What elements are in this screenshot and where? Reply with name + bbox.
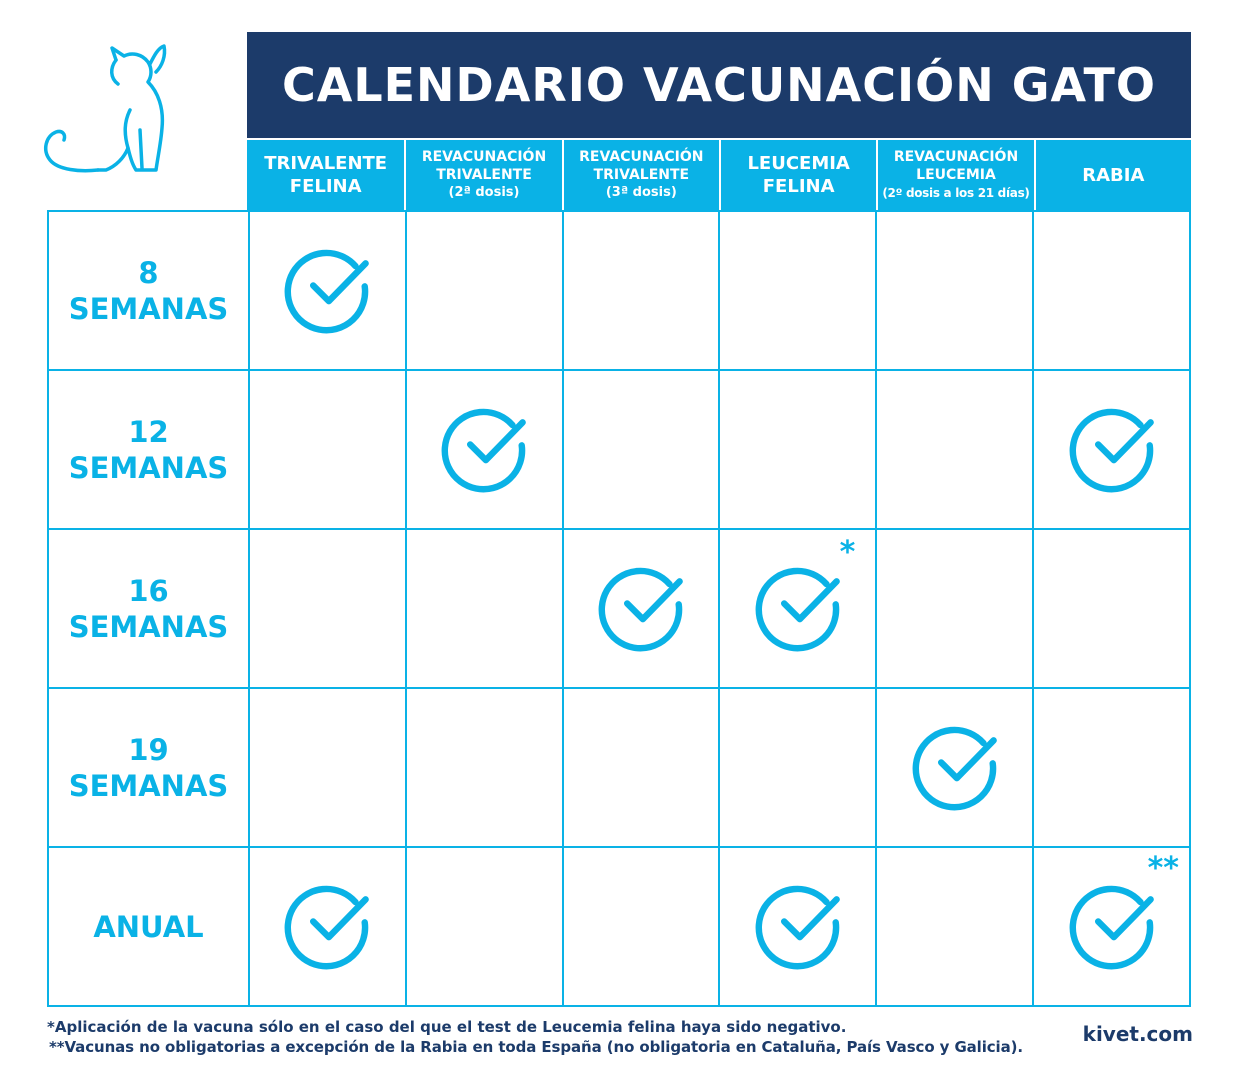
schedule-cell [1034, 848, 1191, 1007]
row-label-line: 8 [138, 255, 159, 290]
schedule-cell [564, 848, 721, 1007]
column-header-line: REVACUNACIÓN [579, 149, 704, 165]
column-header [1034, 140, 1191, 210]
row-label-line: SEMANAS [68, 450, 229, 485]
schedule-cell [720, 689, 877, 848]
row-label [49, 530, 250, 689]
column-header-line: RABIA [1082, 164, 1145, 186]
footnotes [47, 1017, 1023, 1057]
column-header-line: REVACUNACIÓN [893, 149, 1019, 165]
check-circle-icon [752, 881, 844, 973]
column-header-line: LEUCEMIA [747, 153, 850, 174]
schedule-cell [720, 371, 877, 530]
row-label-line: ANUAL [93, 909, 204, 944]
column-header-line: REVACUNACIÓN [421, 149, 547, 165]
column-header-note: (3ª dosis) [605, 185, 677, 200]
row-label [49, 371, 250, 530]
schedule-cell [250, 212, 407, 371]
schedule-cell [564, 530, 721, 689]
schedule-cell [877, 689, 1034, 848]
schedule-cell [1034, 689, 1191, 848]
footnote-marker: * [839, 535, 856, 570]
check-circle-icon [1066, 881, 1158, 973]
schedule-cell [407, 530, 564, 689]
schedule-cell [250, 689, 407, 848]
footnote-1: *Aplicación de la vacuna sólo en el caso del que el test de Leucemia felina haya sido negativo. [47, 1018, 847, 1036]
row-label-line: 19 [128, 732, 169, 767]
footnote-marker: ** [1147, 851, 1179, 886]
schedule-cell [250, 848, 407, 1007]
schedule-cell [407, 371, 564, 530]
column-header-note: (2ª dosis) [448, 185, 520, 200]
row-label-line: 12 [128, 414, 169, 449]
schedule-cell [1034, 371, 1191, 530]
check-circle-icon [281, 881, 373, 973]
check-circle-icon [1066, 404, 1158, 496]
schedule-cell [720, 530, 877, 689]
column-header [562, 140, 719, 210]
schedule-cell [720, 212, 877, 371]
column-header [247, 140, 404, 210]
schedule-cell [564, 371, 721, 530]
schedule-cell [407, 689, 564, 848]
brand-text: kivet.com [1082, 1022, 1193, 1046]
row-label-line: SEMANAS [68, 291, 229, 326]
schedule-cell [564, 689, 721, 848]
check-circle-icon [752, 563, 844, 655]
column-header-line: TRIVALENTE [436, 167, 532, 183]
column-header-note: (2º dosis a los 21 días) [882, 186, 1030, 200]
schedule-cell [407, 212, 564, 371]
row-label-line: SEMANAS [68, 768, 229, 803]
schedule-cell [877, 371, 1034, 530]
vaccination-grid [47, 210, 1191, 1007]
column-header-line: FELINA [289, 176, 362, 197]
schedule-cell [407, 848, 564, 1007]
check-circle-icon [281, 245, 373, 337]
check-circle-icon [909, 722, 1001, 814]
vaccine-header-row [247, 140, 1191, 210]
schedule-cell [720, 848, 877, 1007]
column-header-line: TRIVALENTE [593, 167, 690, 183]
row-label-line: SEMANAS [68, 609, 229, 644]
schedule-cell [877, 530, 1034, 689]
schedule-cell [877, 212, 1034, 371]
schedule-cell [1034, 530, 1191, 689]
schedule-cell [1034, 212, 1191, 371]
column-header [404, 140, 561, 210]
check-circle-icon [595, 563, 687, 655]
row-label [49, 212, 250, 371]
page-title: CALENDARIO VACUNACIÓN GATO [247, 32, 1191, 138]
check-circle-icon [438, 404, 530, 496]
column-header [876, 140, 1033, 210]
row-label [49, 848, 250, 1007]
schedule-cell [250, 530, 407, 689]
column-header-line: TRIVALENTE [264, 153, 388, 174]
column-header-line: LEUCEMIA [916, 167, 996, 183]
schedule-cell [250, 371, 407, 530]
column-header-line: FELINA [762, 176, 835, 197]
cat-logo-icon [40, 42, 175, 182]
schedule-cell [877, 848, 1034, 1007]
footnote-2: **Vacunas no obligatorias a excepción de la Rabia en toda España (no obligatoria en Cataluña, País Vasco y Galicia). [49, 1038, 1023, 1056]
row-label-line: 16 [128, 573, 169, 608]
row-label [49, 689, 250, 848]
schedule-cell [564, 212, 721, 371]
column-header [719, 140, 876, 210]
